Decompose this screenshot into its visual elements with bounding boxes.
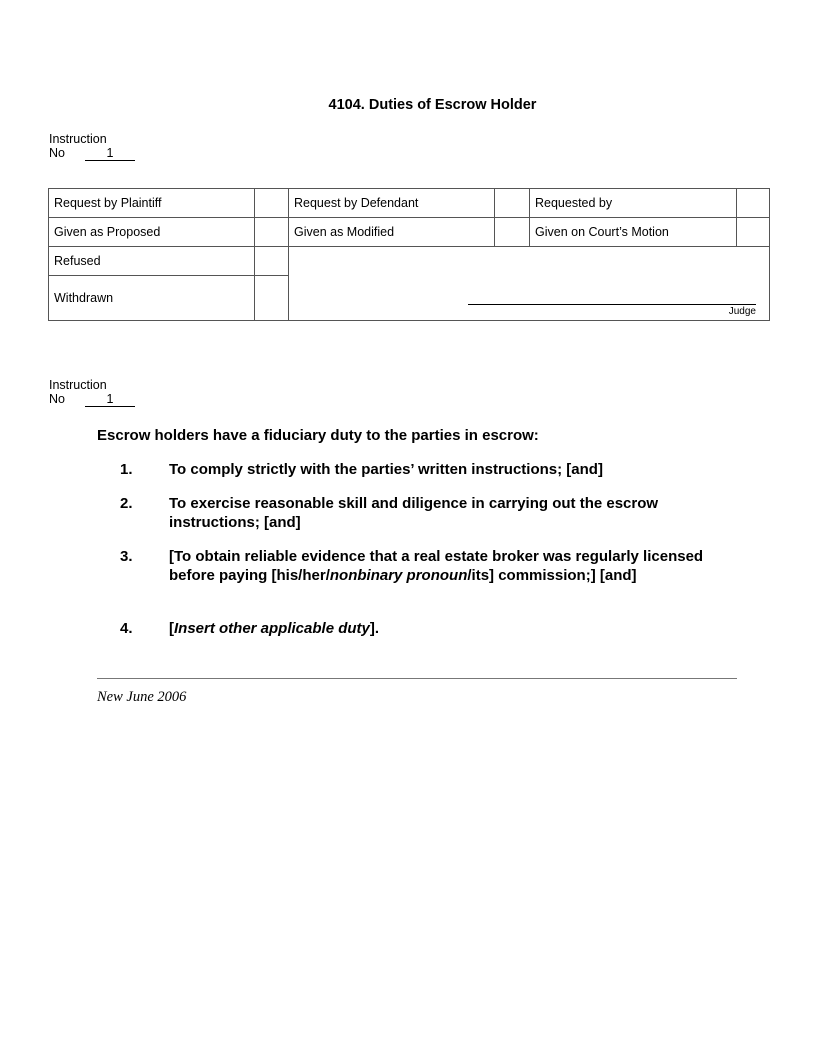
instruction-number-row (49, 146, 135, 161)
instruction-label: Instruction (49, 132, 107, 146)
instruction-block-bottom (49, 378, 135, 407)
request-by-defendant-label: Request by Defendant (289, 189, 495, 218)
withdrawn-label: Withdrawn (49, 276, 255, 321)
request-table (48, 188, 770, 321)
given-as-modified-checkbox[interactable] (495, 218, 530, 247)
instruction-block-top (49, 132, 135, 161)
given-on-courts-motion-checkbox[interactable] (737, 218, 770, 247)
history-note: New June 2006 (97, 689, 187, 705)
list-item-text: To exercise reasonable skill and diligence in carrying out the escrow instructions; [and] (169, 495, 659, 531)
request-by-plaintiff-label: Request by Plaintiff (49, 189, 255, 218)
judge-signature-area (289, 247, 770, 321)
given-as-proposed-label: Given as Proposed (49, 218, 255, 247)
instruction-intro: Escrow holders have a fiduciary duty to the parties in escrow: (97, 427, 539, 444)
requested-by-checkbox[interactable] (737, 189, 770, 218)
page-title: 4104. Duties of Escrow Holder (328, 97, 537, 113)
no-value: 1 (85, 392, 135, 407)
refused-checkbox[interactable] (255, 247, 289, 276)
list-item-text: [To obtain reliable evidence that a real estate broker was regularly licensed before paying [his/her/nonbinary pronoun/its] commission;] [and] (169, 548, 704, 584)
list-item-number: 3. (120, 548, 133, 565)
list-item-number: 1. (120, 461, 133, 478)
no-label: No (49, 392, 65, 406)
given-as-modified-label: Given as Modified (289, 218, 495, 247)
table-row (49, 247, 770, 276)
list-item-text: [Insert other applicable duty]. (169, 620, 380, 637)
withdrawn-checkbox[interactable] (255, 276, 289, 321)
no-value: 1 (85, 146, 135, 161)
request-by-defendant-checkbox[interactable] (495, 189, 530, 218)
list-item (120, 548, 710, 585)
list-item-number: 2. (120, 495, 133, 512)
section-divider (97, 678, 737, 679)
table-row (49, 218, 770, 247)
given-on-courts-motion-label: Given on Court’s Motion (530, 218, 737, 247)
list-item (120, 620, 710, 639)
requested-by-label: Requested by (530, 189, 737, 218)
table-row (49, 189, 770, 218)
instruction-label: Instruction (49, 378, 107, 392)
list-item (120, 461, 710, 480)
no-label: No (49, 146, 65, 160)
list-item-text: To comply strictly with the parties’ written instructions; [and] (169, 461, 603, 478)
judge-label: Judge (728, 306, 756, 317)
list-item-number: 4. (120, 620, 133, 637)
instruction-number-row (49, 392, 135, 407)
given-as-proposed-checkbox[interactable] (255, 218, 289, 247)
list-item (120, 495, 710, 532)
refused-label: Refused (49, 247, 255, 276)
judge-signature-line[interactable] (468, 304, 756, 305)
request-by-plaintiff-checkbox[interactable] (255, 189, 289, 218)
